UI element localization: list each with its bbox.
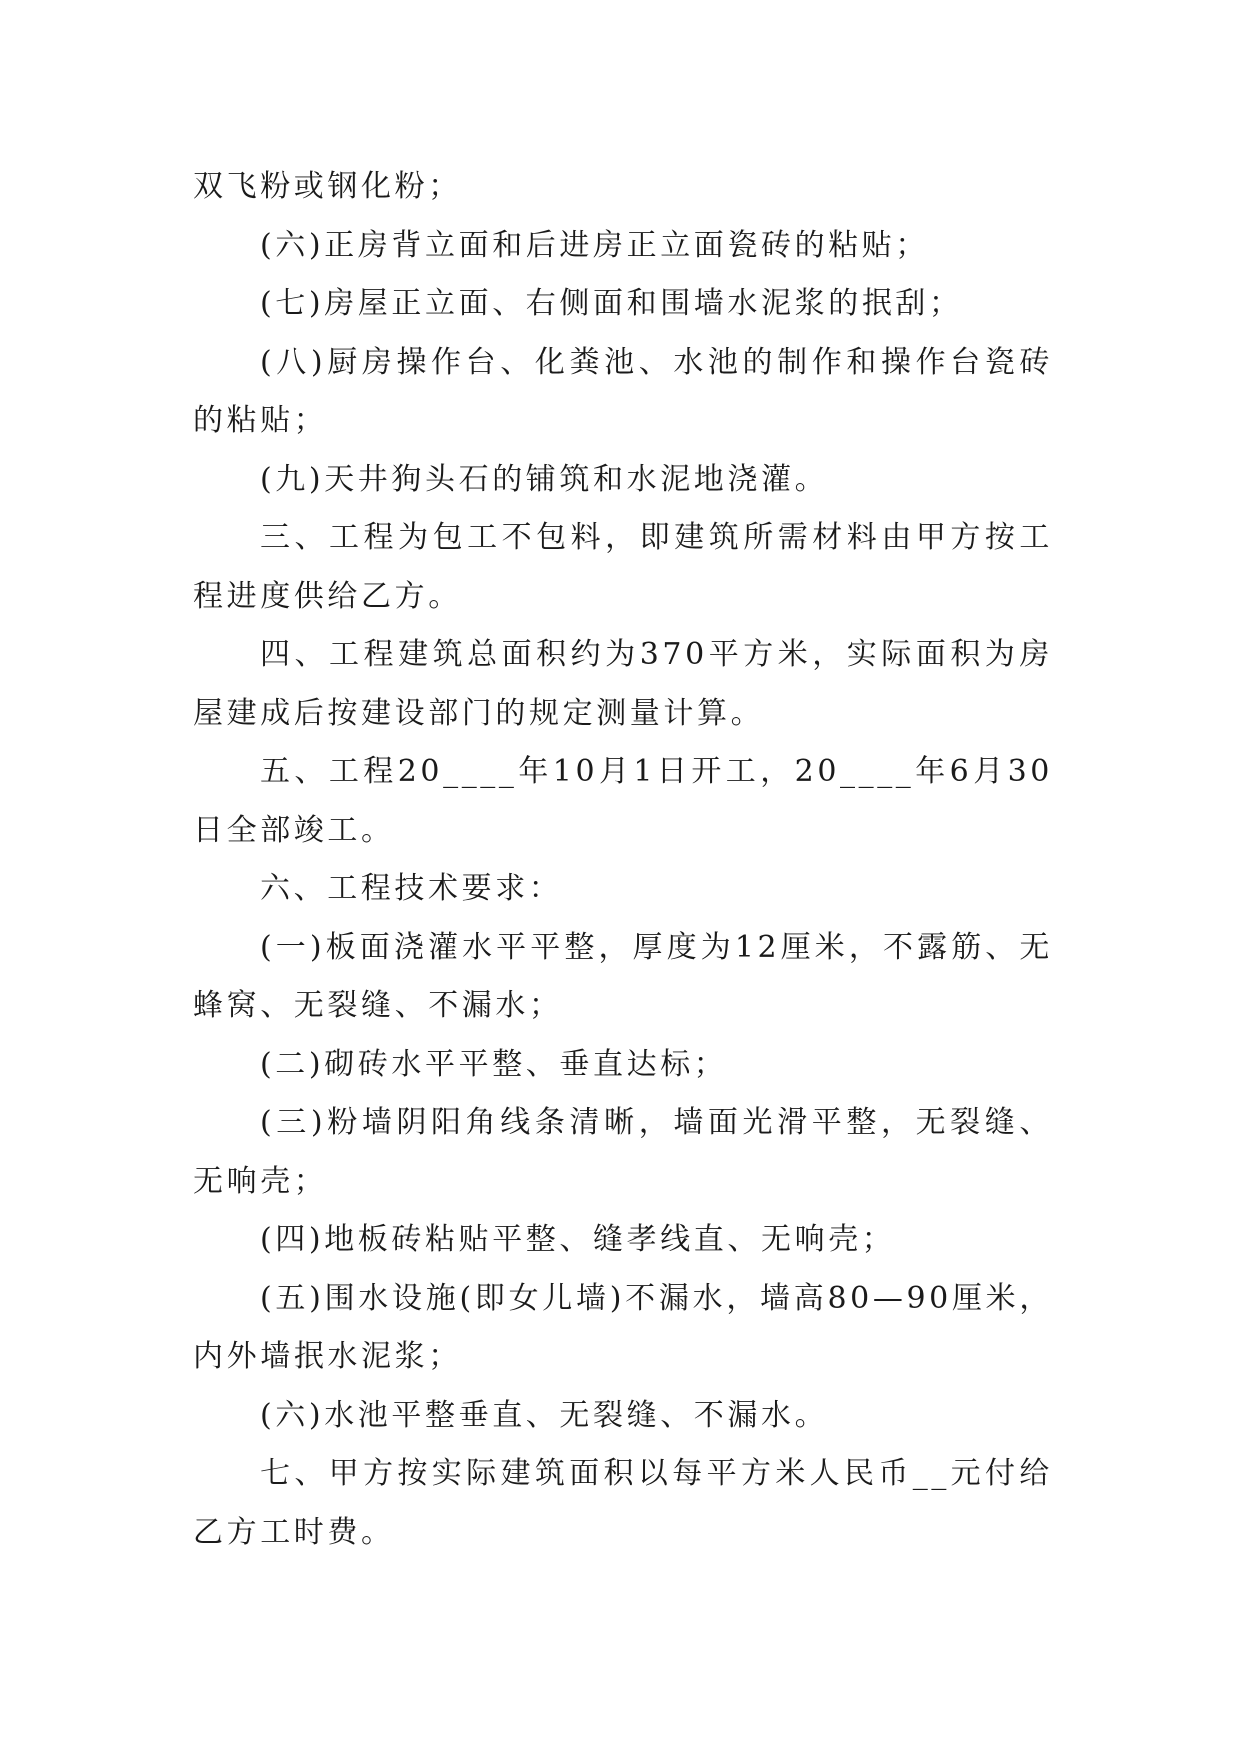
paragraph: (二)砌砖水平平整、垂直达标； — [260, 1046, 728, 1082]
paragraph: 六、工程技术要求： — [260, 871, 563, 906]
paragraph: (三)粉墙阴阳角线条清晰，墙面光滑平整，无裂缝、无响壳； — [193, 1105, 1053, 1199]
paragraph: 七、甲方按实际建筑面积以每平方米人民币__元付给乙方工时费。 — [193, 1456, 1053, 1550]
paragraph: 四、工程建筑总面积约为370平方米，实际面积为房屋建成后按建设部门的规定测量计算。 — [193, 637, 1053, 731]
paragraph: (六)正房背立面和后进房正立面瓷砖的粘贴； — [260, 227, 930, 263]
paragraph: (八)厨房操作台、化粪池、水池的制作和操作台瓷砖的粘贴； — [193, 344, 1053, 438]
paragraph: (一)板面浇灌水平平整，厚度为12厘米，不露筋、无蜂窝、无裂缝、不漏水； — [193, 929, 1053, 1023]
paragraph: 双飞粉或钢化粉； — [193, 169, 462, 204]
paragraph: 五、工程20____年10月1日开工，20____年6月30日全部竣工。 — [193, 754, 1053, 848]
paragraph: (四)地板砖粘贴平整、缝孝线直、无响壳； — [260, 1222, 896, 1257]
paragraph: (九)天井狗头石的铺筑和水泥地浇灌。 — [260, 461, 829, 497]
document-body — [193, 158, 1053, 1562]
paragraph: (五)围水设施(即女儿墙)不漏水，墙高80—90厘米，内外墙抿水泥浆； — [193, 1280, 1053, 1374]
paragraph: (六)水池平整垂直、无裂缝、不漏水。 — [260, 1397, 829, 1433]
paragraph: 三、工程为包工不包料，即建筑所需材料由甲方按工程进度供给乙方。 — [193, 520, 1053, 614]
paragraph: (七)房屋正立面、右侧面和围墙水泥浆的抿刮； — [260, 286, 963, 321]
